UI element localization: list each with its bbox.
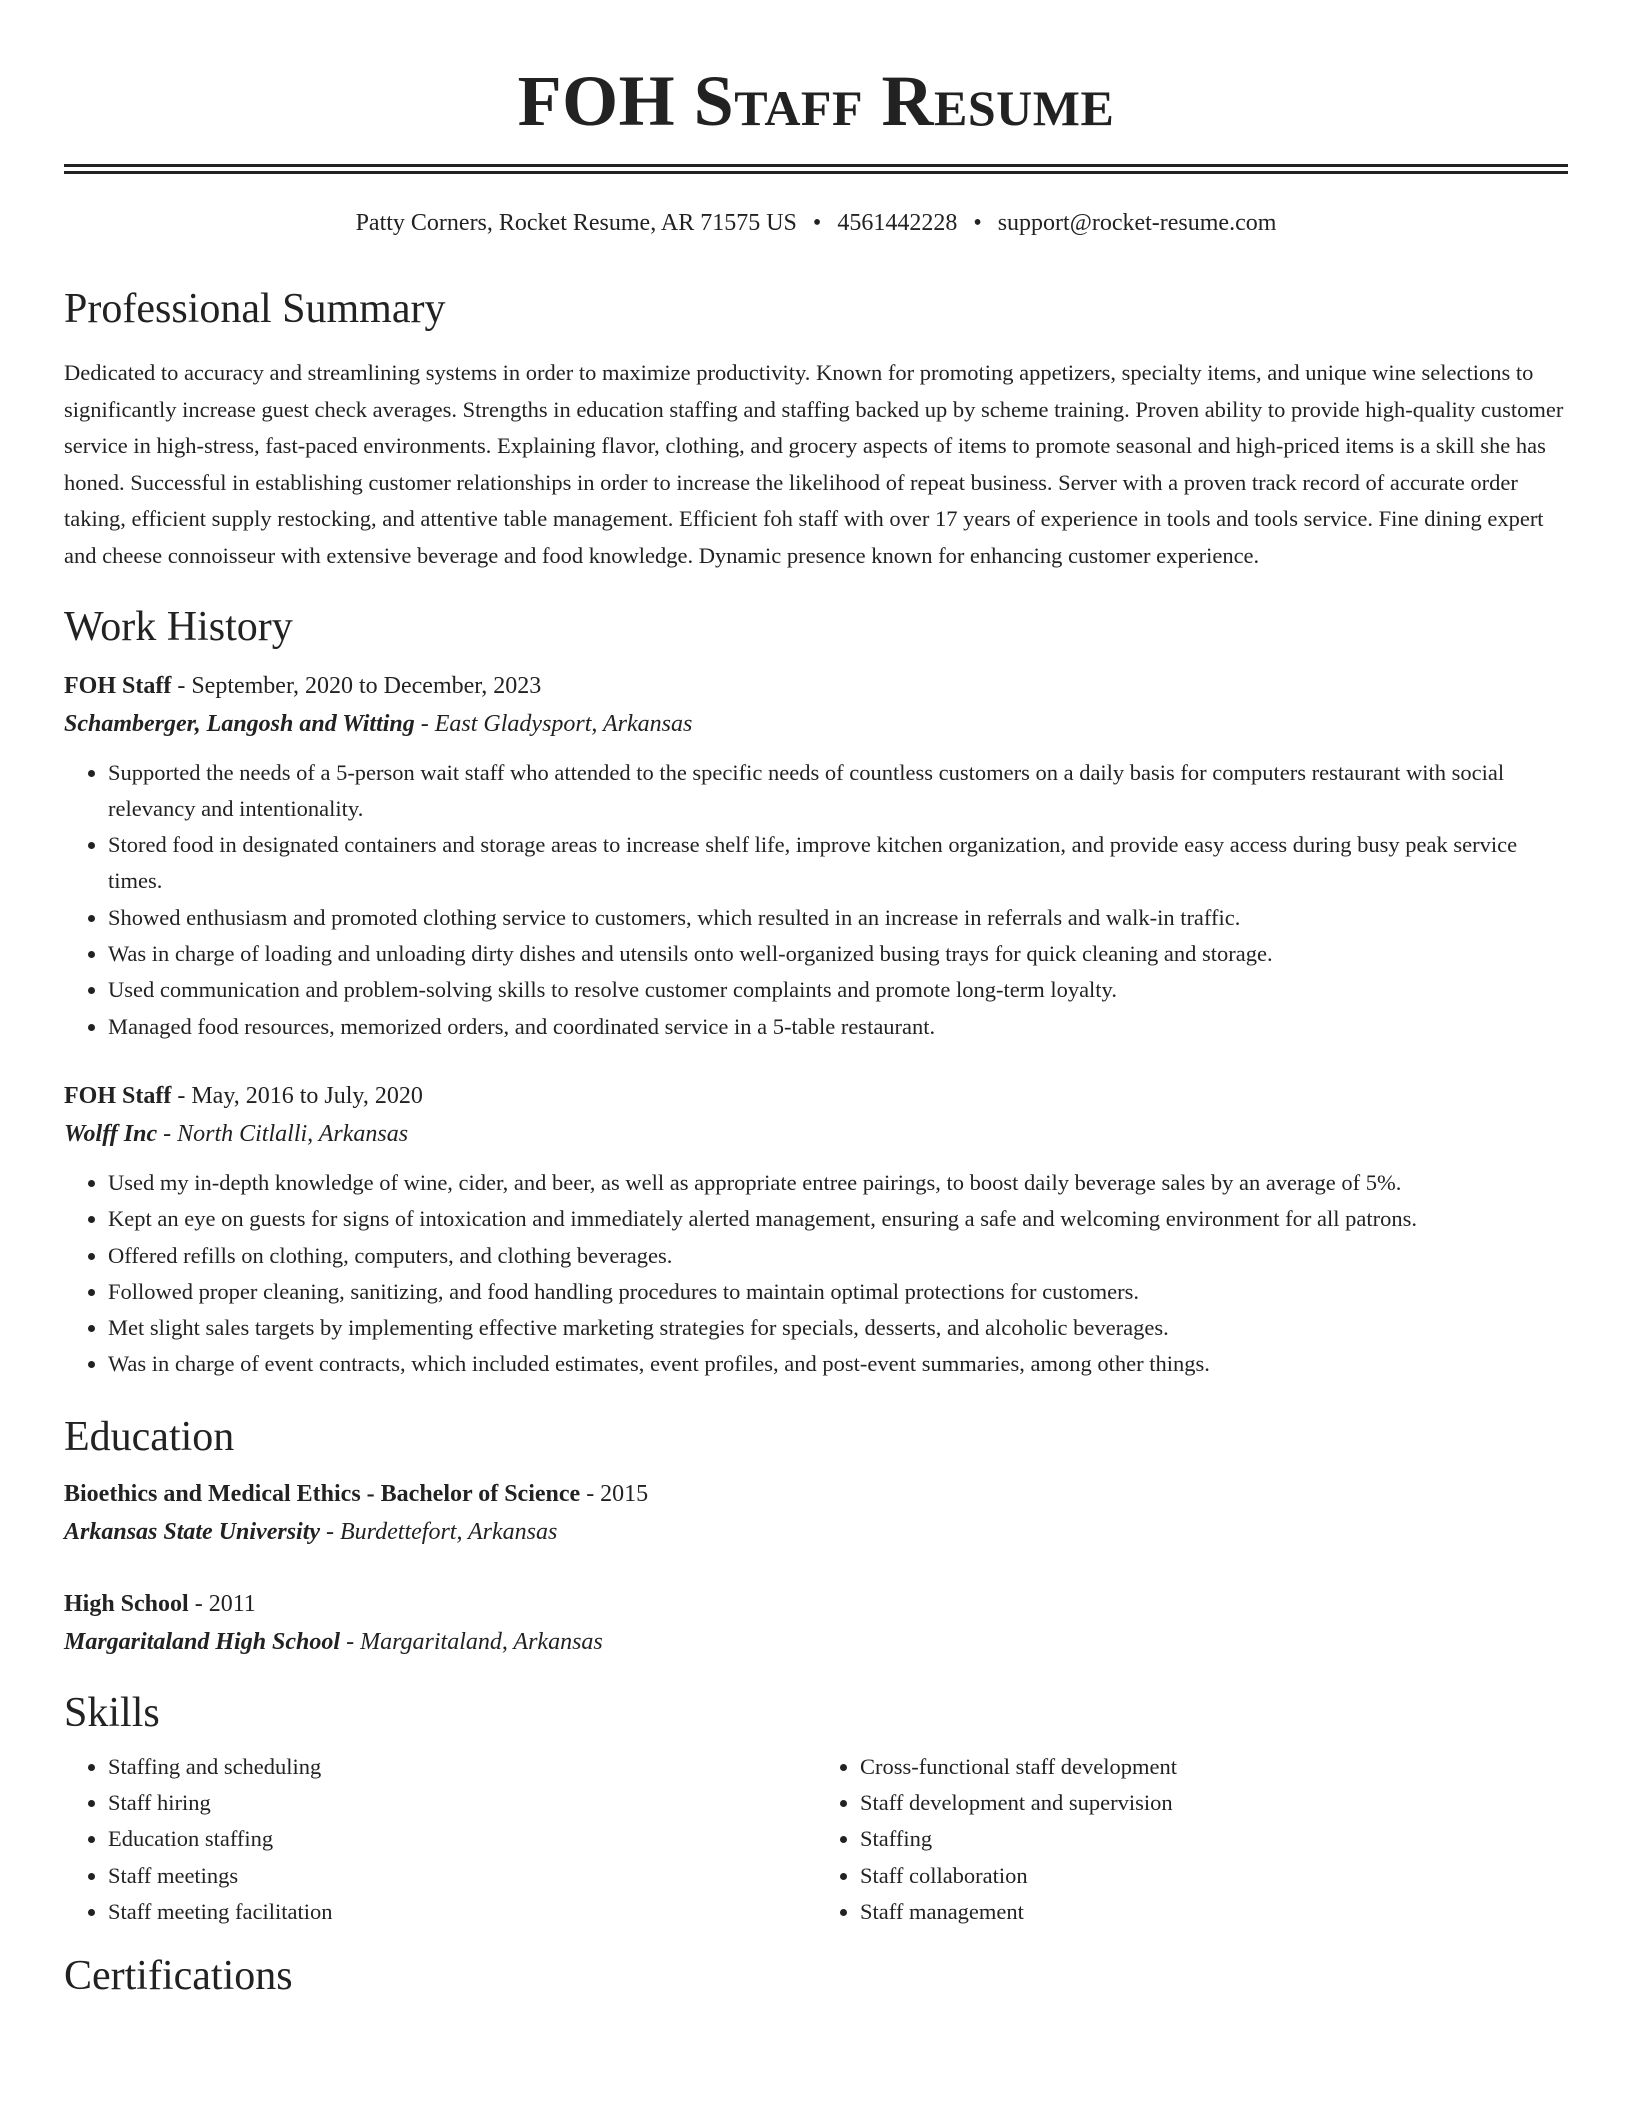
list-item: • Followed proper cleaning, sanitizing, and food handling procedures to maintain optimal protections for customers. <box>108 1274 1568 1310</box>
list-item: • Stored food in designated containers and storage areas to increase shelf life, improve kitchen organization, and provide easy access during busy peak service times. <box>108 827 1568 900</box>
list-item: • Offered refills on clothing, computers, and clothing beverages. <box>108 1238 1568 1274</box>
job-company: Wolff Inc <box>64 1120 158 1147</box>
work-history-heading: Work History <box>64 603 293 650</box>
education-year: - 2015 <box>580 1480 649 1507</box>
list-item: • Used communication and problem-solving skills to resolve customer complaints and promote long-term loyalty. <box>108 972 1568 1008</box>
certifications-heading: Certifications <box>64 1953 293 2000</box>
summary-heading: Professional Summary <box>64 286 446 332</box>
list-item: • Staff meetings <box>108 1858 816 1894</box>
list-item: • Staffing <box>860 1821 1568 1857</box>
list-item: • Used my in-depth knowledge of wine, cider, and beer, as well as appropriate entree pairings, to boost daily beverage sales by an average of 5%. <box>108 1165 1568 1201</box>
education-entry <box>64 1585 1568 1661</box>
education-location: - Burdettefort, Arkansas <box>320 1518 558 1545</box>
education-degree: Bioethics and Medical Ethics - Bachelor of Science <box>64 1480 581 1507</box>
summary-text: Dedicated to accuracy and streamlining systems in order to maximize productivity. Known for promoting appetizers, specialty items, and unique wine selections to significantly increase guest check averages. Strengths in education staffing and staffing backed up by scheme training. Proven ability to provide high-quality customer service in high-stress, fast-paced environments. Explaining flavor, clothing, and grocery aspects of items to promote seasonal and high-priced items is a skill she has honed. Successful in establishing customer relationships in order to increase the likelihood of repeat business. Server with a proven track record of accurate order taking, efficient supply restocking, and attentive table management. Efficient foh staff with over 17 years of experience in tools and tools service. Fine dining expert and cheese connoisseur with extensive beverage and food knowledge. Dynamic presence known for enhancing customer experience. <box>64 360 1564 568</box>
contact-separator: • <box>973 210 982 236</box>
resume-title: FOH Staff Resume <box>517 61 1115 141</box>
list-item: • Staff collaboration <box>860 1858 1568 1894</box>
job-title: FOH Staff <box>64 672 172 699</box>
contact-separator: • <box>812 210 822 236</box>
list-item: • Staff hiring <box>108 1785 816 1821</box>
list-item: • Was in charge of event contracts, which included estimates, event profiles, and post-event summaries, among other things. <box>108 1346 1568 1382</box>
education-year: - 2011 <box>188 1590 256 1617</box>
title-divider <box>64 164 1568 174</box>
skills-heading: Skills <box>64 1689 160 1736</box>
skills-list-right <box>816 1749 1568 1930</box>
job-dates: - September, 2020 to December, 2023 <box>171 672 542 699</box>
education-degree: High School <box>64 1590 189 1617</box>
education-entry <box>64 1475 1568 1551</box>
education-heading: Education <box>64 1413 235 1460</box>
job-company-line <box>64 705 1568 743</box>
list-item: • Staff meeting facilitation <box>108 1894 816 1930</box>
list-item: • Education staffing <box>108 1821 816 1857</box>
skills-list-left <box>64 1749 816 1930</box>
job-location: - North Citlalli, Arkansas <box>157 1120 409 1147</box>
education-school-line <box>64 1623 1568 1661</box>
list-item: • Kept an eye on guests for signs of intoxication and immediately alerted management, ensuring a safe and welcoming environment for all patrons. <box>108 1201 1568 1237</box>
education-school: Margaritaland High School <box>64 1628 341 1655</box>
list-item: • Staff management <box>860 1894 1568 1930</box>
list-item: • Staff development and supervision <box>860 1785 1568 1821</box>
education-degree-line <box>64 1475 1568 1513</box>
list-item: • Was in charge of loading and unloading dirty dishes and utensils onto well-organized busing trays for quick cleaning and storage. <box>108 936 1568 972</box>
contact-address: Patty Corners, Rocket Resume, AR 71575 US <box>355 210 797 236</box>
job-location: - East Gladysport, Arkansas <box>414 710 693 737</box>
skills-columns <box>64 1749 1568 1930</box>
job-company: Schamberger, Langosh and Witting <box>64 710 415 737</box>
job-duties-list <box>64 755 1568 1045</box>
job-entry <box>64 667 1568 1045</box>
list-item: • Managed food resources, memorized orders, and coordinated service in a 5-table restaurant. <box>108 1009 1568 1045</box>
job-title-line <box>64 667 1568 705</box>
job-duties-list <box>64 1165 1568 1383</box>
job-title-line <box>64 1077 1568 1115</box>
job-title: FOH Staff <box>64 1082 172 1109</box>
education-degree-line <box>64 1585 1568 1623</box>
list-item: • Met slight sales targets by implementing effective marketing strategies for specials, desserts, and alcoholic beverages. <box>108 1310 1568 1346</box>
contact-line <box>64 207 1568 239</box>
job-dates: - May, 2016 to July, 2020 <box>171 1082 423 1109</box>
list-item: • Staffing and scheduling <box>108 1749 816 1785</box>
job-entry <box>64 1077 1568 1383</box>
contact-email: support@rocket-resume.com <box>997 210 1277 236</box>
job-company-line <box>64 1115 1568 1153</box>
list-item: • Showed enthusiasm and promoted clothing service to customers, which resulted in an increase in referrals and walk-in traffic. <box>108 900 1568 936</box>
education-school-line <box>64 1513 1568 1551</box>
education-location: - Margaritaland, Arkansas <box>340 1628 603 1655</box>
education-school: Arkansas State University <box>64 1518 321 1545</box>
list-item: • Supported the needs of a 5-person wait staff who attended to the specific needs of countless customers on a daily basis for computers restaurant with social relevancy and intentionality. <box>108 755 1568 828</box>
list-item: • Cross-functional staff development <box>860 1749 1568 1785</box>
contact-phone: 4561442228 <box>837 210 958 236</box>
